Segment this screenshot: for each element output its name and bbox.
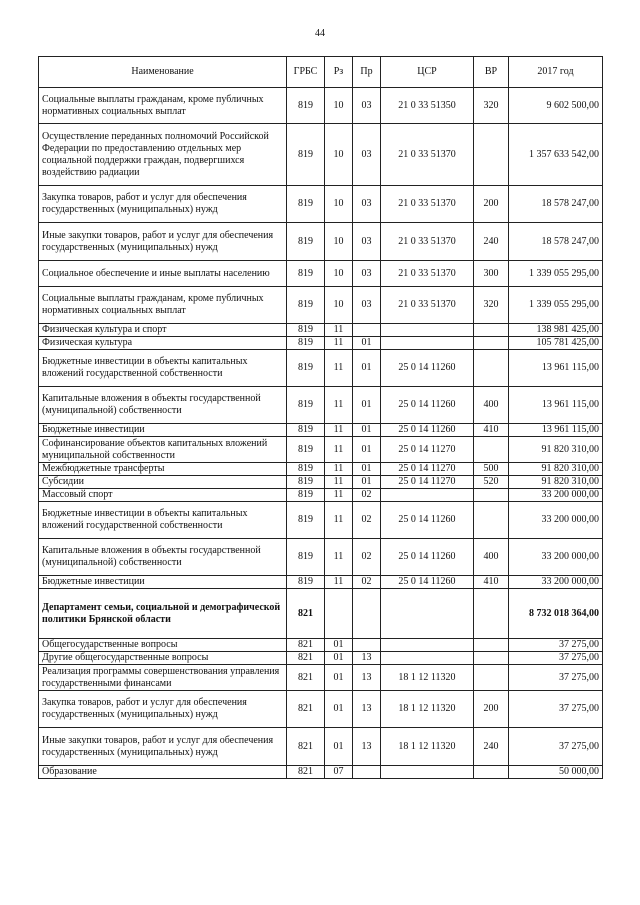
cell-vr: 400 (474, 387, 509, 424)
table-row (39, 502, 603, 539)
cell-amount: 1 357 633 542,00 (509, 124, 603, 186)
table-header-row (39, 57, 603, 88)
cell-grbs: 819 (287, 337, 325, 350)
cell-rz: 07 (325, 766, 353, 779)
cell-pr: 13 (353, 652, 381, 665)
table-body (39, 88, 603, 779)
cell-rz: 01 (325, 639, 353, 652)
cell-rz: 01 (325, 728, 353, 766)
column-header-pr: Пр (353, 57, 381, 88)
cell-amount: 13 961 115,00 (509, 387, 603, 424)
cell-pr: 03 (353, 287, 381, 324)
cell-pr: 01 (353, 463, 381, 476)
table-row (39, 476, 603, 489)
cell-pr: 01 (353, 350, 381, 387)
cell-vr (474, 437, 509, 463)
cell-name: Реализация программы совершенствования управления государственными финансами (39, 665, 287, 691)
table-row (39, 88, 603, 124)
cell-grbs: 819 (287, 576, 325, 589)
cell-csr: 21 0 33 51370 (381, 124, 474, 186)
cell-amount: 33 200 000,00 (509, 539, 603, 576)
cell-vr: 200 (474, 691, 509, 728)
table-row (39, 261, 603, 287)
cell-grbs: 821 (287, 766, 325, 779)
cell-name: Осуществление переданных полномочий Российской Федерации по предоставлению отдельных мер социальной поддержки граждан, подвергшихся воздействию радиации (39, 124, 287, 186)
cell-grbs: 819 (287, 476, 325, 489)
cell-amount: 13 961 115,00 (509, 350, 603, 387)
table-row (39, 539, 603, 576)
cell-grbs: 821 (287, 691, 325, 728)
table-row (39, 589, 603, 639)
cell-amount: 91 820 310,00 (509, 437, 603, 463)
cell-csr: 25 0 14 11260 (381, 387, 474, 424)
cell-vr (474, 589, 509, 639)
cell-name: Департамент семьи, социальной и демографической политики Брянской области (39, 589, 287, 639)
cell-grbs: 821 (287, 589, 325, 639)
table-row (39, 437, 603, 463)
cell-name: Софинансирование объектов капитальных вложений муниципальной собственности (39, 437, 287, 463)
cell-rz: 11 (325, 350, 353, 387)
cell-csr: 25 0 14 11260 (381, 350, 474, 387)
cell-pr: 03 (353, 124, 381, 186)
cell-csr (381, 652, 474, 665)
cell-csr: 18 1 12 11320 (381, 691, 474, 728)
cell-csr: 18 1 12 11320 (381, 728, 474, 766)
table-row (39, 324, 603, 337)
cell-vr: 300 (474, 261, 509, 287)
cell-rz: 10 (325, 124, 353, 186)
cell-vr: 240 (474, 223, 509, 261)
cell-rz: 11 (325, 337, 353, 350)
cell-grbs: 819 (287, 261, 325, 287)
cell-vr: 240 (474, 728, 509, 766)
cell-rz: 10 (325, 261, 353, 287)
cell-vr (474, 502, 509, 539)
cell-csr: 25 0 14 11260 (381, 576, 474, 589)
cell-rz: 11 (325, 539, 353, 576)
cell-name: Бюджетные инвестиции в объекты капитальных вложений государственной собственности (39, 502, 287, 539)
cell-vr (474, 350, 509, 387)
cell-rz: 10 (325, 287, 353, 324)
cell-pr (353, 589, 381, 639)
cell-pr: 13 (353, 691, 381, 728)
cell-vr (474, 639, 509, 652)
cell-pr: 13 (353, 665, 381, 691)
cell-csr: 21 0 33 51370 (381, 287, 474, 324)
cell-vr (474, 665, 509, 691)
cell-amount: 50 000,00 (509, 766, 603, 779)
cell-grbs: 821 (287, 728, 325, 766)
cell-rz: 01 (325, 652, 353, 665)
cell-name: Иные закупки товаров, работ и услуг для обеспечения государственных (муниципальных) нужд (39, 728, 287, 766)
cell-vr (474, 766, 509, 779)
cell-name: Физическая культура и спорт (39, 324, 287, 337)
cell-amount: 1 339 055 295,00 (509, 287, 603, 324)
cell-name: Социальное обеспечение и иные выплаты населению (39, 261, 287, 287)
cell-amount: 37 275,00 (509, 639, 603, 652)
cell-rz: 10 (325, 88, 353, 124)
cell-pr: 01 (353, 437, 381, 463)
cell-name: Межбюджетные трансферты (39, 463, 287, 476)
table-row (39, 639, 603, 652)
cell-grbs: 819 (287, 88, 325, 124)
cell-amount: 37 275,00 (509, 691, 603, 728)
cell-grbs: 819 (287, 287, 325, 324)
cell-grbs: 819 (287, 489, 325, 502)
cell-name: Физическая культура (39, 337, 287, 350)
cell-amount: 37 275,00 (509, 652, 603, 665)
cell-amount: 33 200 000,00 (509, 502, 603, 539)
cell-grbs: 819 (287, 387, 325, 424)
table-row (39, 652, 603, 665)
cell-vr: 200 (474, 186, 509, 223)
cell-csr (381, 324, 474, 337)
cell-rz: 01 (325, 691, 353, 728)
table-row (39, 124, 603, 186)
cell-pr (353, 766, 381, 779)
page-number: 44 (315, 28, 325, 39)
cell-pr: 03 (353, 88, 381, 124)
cell-grbs: 819 (287, 437, 325, 463)
table-row (39, 424, 603, 437)
cell-grbs: 819 (287, 124, 325, 186)
cell-amount: 18 578 247,00 (509, 223, 603, 261)
cell-vr: 410 (474, 576, 509, 589)
table-row (39, 576, 603, 589)
cell-grbs: 819 (287, 223, 325, 261)
table-row (39, 287, 603, 324)
table-row (39, 463, 603, 476)
cell-pr: 01 (353, 476, 381, 489)
cell-name: Иные закупки товаров, работ и услуг для обеспечения государственных (муниципальных) нужд (39, 223, 287, 261)
cell-grbs: 819 (287, 186, 325, 223)
column-header-csr: ЦСР (381, 57, 474, 88)
cell-vr (474, 124, 509, 186)
cell-amount: 8 732 018 364,00 (509, 589, 603, 639)
cell-vr (474, 324, 509, 337)
cell-name: Бюджетные инвестиции в объекты капитальных вложений государственной собственности (39, 350, 287, 387)
cell-pr: 13 (353, 728, 381, 766)
cell-amount: 37 275,00 (509, 728, 603, 766)
cell-csr: 18 1 12 11320 (381, 665, 474, 691)
cell-pr: 01 (353, 424, 381, 437)
cell-grbs: 819 (287, 324, 325, 337)
cell-rz: 11 (325, 463, 353, 476)
cell-rz: 11 (325, 387, 353, 424)
cell-pr: 01 (353, 387, 381, 424)
cell-csr (381, 589, 474, 639)
cell-name: Капитальные вложения в объекты государственной (муниципальной) собственности (39, 539, 287, 576)
cell-pr: 02 (353, 489, 381, 502)
table-row (39, 186, 603, 223)
table-row (39, 691, 603, 728)
cell-csr: 25 0 14 11270 (381, 463, 474, 476)
cell-amount: 9 602 500,00 (509, 88, 603, 124)
cell-pr: 02 (353, 576, 381, 589)
cell-csr: 25 0 14 11270 (381, 476, 474, 489)
cell-csr: 25 0 14 11260 (381, 424, 474, 437)
table-row (39, 665, 603, 691)
cell-vr (474, 652, 509, 665)
cell-amount: 33 200 000,00 (509, 489, 603, 502)
cell-name: Общегосударственные вопросы (39, 639, 287, 652)
cell-pr (353, 639, 381, 652)
table-row (39, 223, 603, 261)
cell-grbs: 819 (287, 463, 325, 476)
column-header-vr: ВР (474, 57, 509, 88)
cell-name: Бюджетные инвестиции (39, 576, 287, 589)
cell-grbs: 821 (287, 665, 325, 691)
cell-name: Бюджетные инвестиции (39, 424, 287, 437)
cell-csr: 21 0 33 51370 (381, 261, 474, 287)
column-header-rz: Рз (325, 57, 353, 88)
cell-name: Массовый спорт (39, 489, 287, 502)
cell-grbs: 819 (287, 502, 325, 539)
cell-amount: 33 200 000,00 (509, 576, 603, 589)
cell-rz: 01 (325, 665, 353, 691)
cell-rz: 11 (325, 424, 353, 437)
column-header-grbs: ГРБС (287, 57, 325, 88)
cell-pr (353, 324, 381, 337)
cell-rz: 10 (325, 186, 353, 223)
cell-name: Образование (39, 766, 287, 779)
cell-name: Другие общегосударственные вопросы (39, 652, 287, 665)
cell-rz: 11 (325, 324, 353, 337)
cell-pr: 03 (353, 223, 381, 261)
cell-amount: 13 961 115,00 (509, 424, 603, 437)
cell-pr: 02 (353, 539, 381, 576)
cell-amount: 105 781 425,00 (509, 337, 603, 350)
cell-rz: 11 (325, 476, 353, 489)
cell-grbs: 821 (287, 639, 325, 652)
cell-amount: 138 981 425,00 (509, 324, 603, 337)
table-row (39, 766, 603, 779)
cell-name: Капитальные вложения в объекты государственной (муниципальной) собственности (39, 387, 287, 424)
cell-grbs: 819 (287, 424, 325, 437)
cell-csr: 21 0 33 51350 (381, 88, 474, 124)
cell-pr: 03 (353, 261, 381, 287)
cell-name: Закупка товаров, работ и услуг для обеспечения государственных (муниципальных) нужд (39, 691, 287, 728)
table-row (39, 337, 603, 350)
cell-rz: 11 (325, 437, 353, 463)
budget-table (38, 56, 603, 779)
cell-pr: 02 (353, 502, 381, 539)
cell-rz (325, 589, 353, 639)
cell-rz: 10 (325, 223, 353, 261)
cell-vr: 410 (474, 424, 509, 437)
cell-vr: 500 (474, 463, 509, 476)
cell-rz: 11 (325, 502, 353, 539)
cell-amount: 18 578 247,00 (509, 186, 603, 223)
cell-amount: 1 339 055 295,00 (509, 261, 603, 287)
cell-vr: 520 (474, 476, 509, 489)
cell-vr (474, 337, 509, 350)
table-row (39, 728, 603, 766)
cell-csr: 25 0 14 11260 (381, 539, 474, 576)
table-row (39, 387, 603, 424)
cell-csr (381, 337, 474, 350)
cell-pr: 03 (353, 186, 381, 223)
table-row (39, 489, 603, 502)
cell-name: Субсидии (39, 476, 287, 489)
cell-amount: 91 820 310,00 (509, 463, 603, 476)
cell-rz: 11 (325, 489, 353, 502)
cell-grbs: 819 (287, 539, 325, 576)
cell-csr: 25 0 14 11260 (381, 502, 474, 539)
column-header-name: Наименование (39, 57, 287, 88)
cell-csr: 25 0 14 11270 (381, 437, 474, 463)
cell-amount: 37 275,00 (509, 665, 603, 691)
cell-name: Социальные выплаты гражданам, кроме публичных нормативных социальных выплат (39, 88, 287, 124)
cell-pr: 01 (353, 337, 381, 350)
cell-name: Закупка товаров, работ и услуг для обеспечения государственных (муниципальных) нужд (39, 186, 287, 223)
cell-grbs: 819 (287, 350, 325, 387)
column-header-year: 2017 год (509, 57, 603, 88)
cell-name: Социальные выплаты гражданам, кроме публичных нормативных социальных выплат (39, 287, 287, 324)
cell-csr (381, 639, 474, 652)
cell-vr (474, 489, 509, 502)
cell-vr: 320 (474, 88, 509, 124)
cell-csr (381, 489, 474, 502)
cell-amount: 91 820 310,00 (509, 476, 603, 489)
cell-csr: 21 0 33 51370 (381, 223, 474, 261)
table-row (39, 350, 603, 387)
cell-vr: 400 (474, 539, 509, 576)
cell-rz: 11 (325, 576, 353, 589)
cell-csr (381, 766, 474, 779)
cell-vr: 320 (474, 287, 509, 324)
cell-csr: 21 0 33 51370 (381, 186, 474, 223)
cell-grbs: 821 (287, 652, 325, 665)
